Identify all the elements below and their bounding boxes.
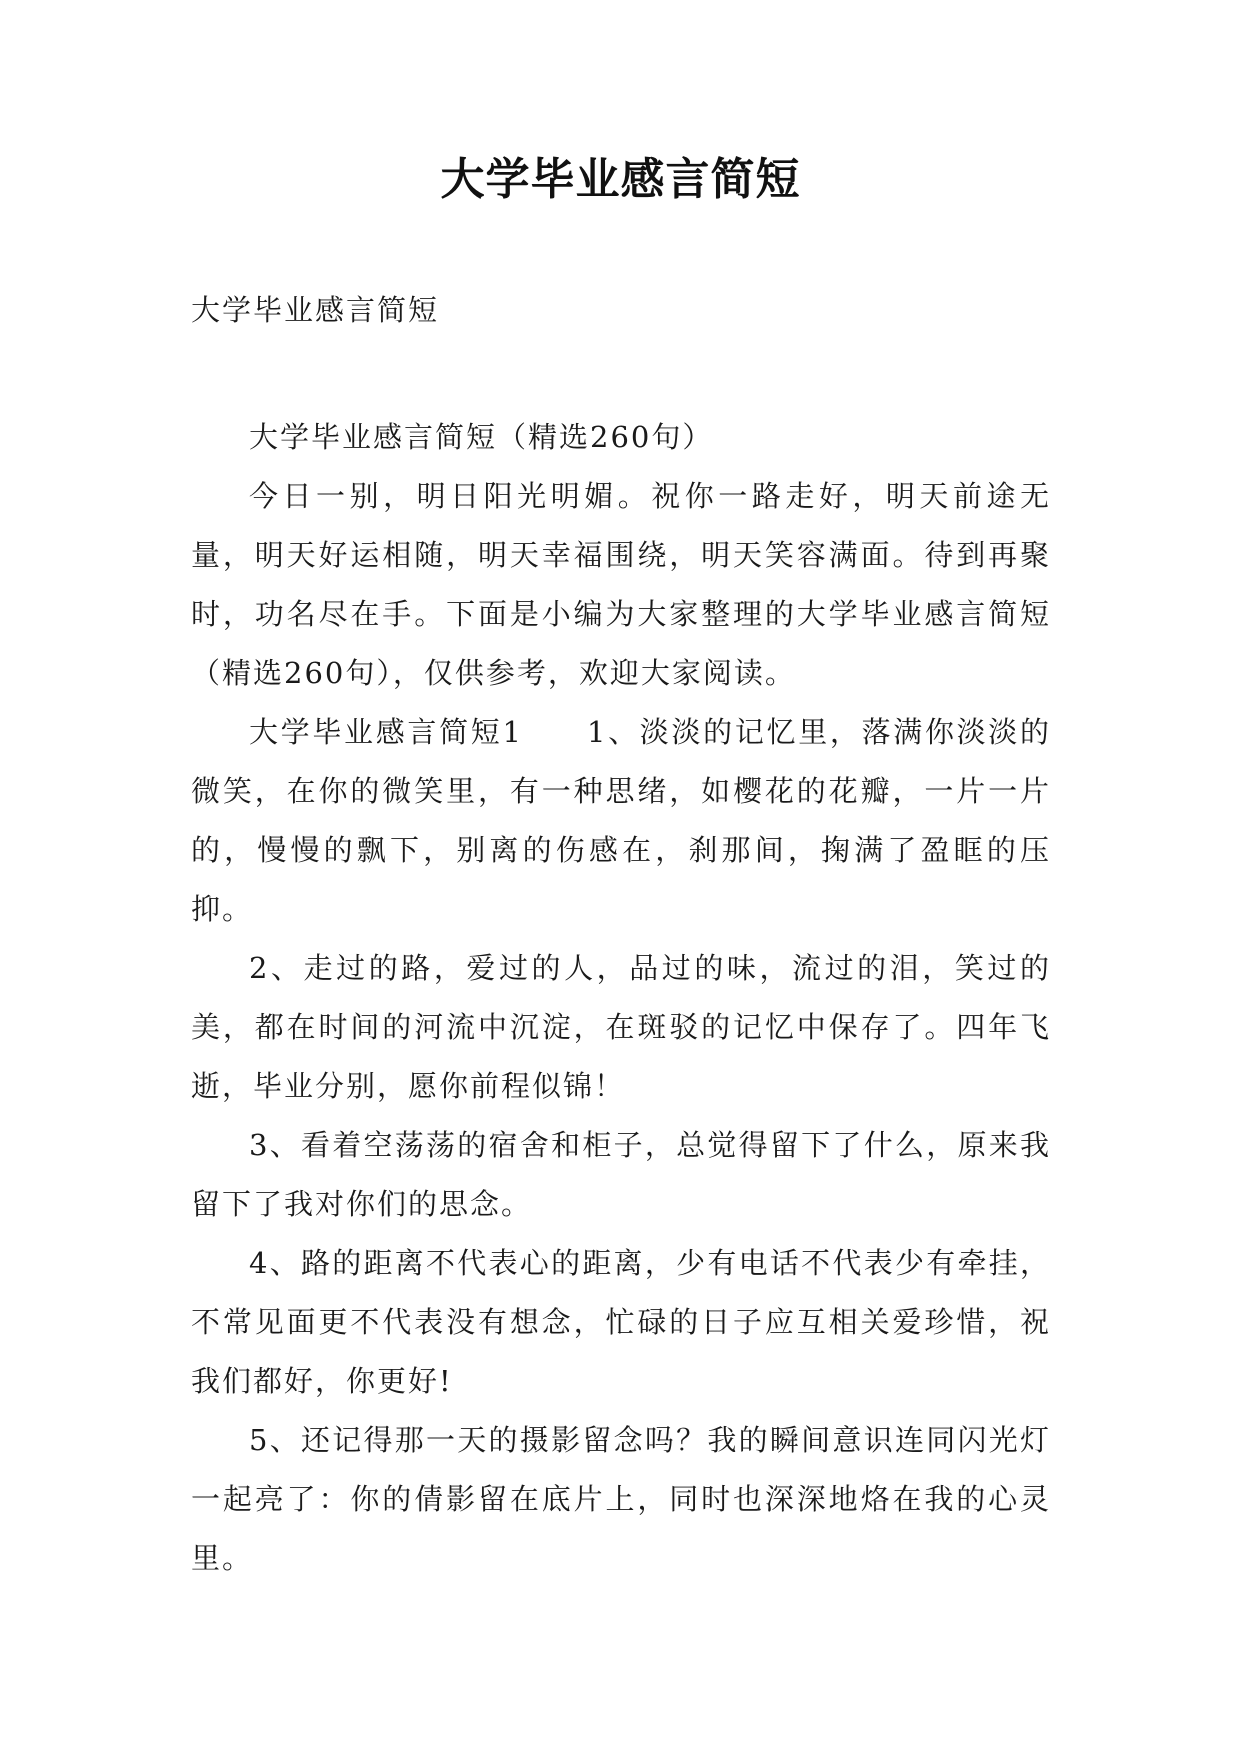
paragraph-item-2: 2、走过的路，爱过的人，品过的味，流过的泪，笑过的美，都在时间的河流中沉淀，在斑驳的记忆中保存了。四年飞逝，毕业分别，愿你前程似锦！: [191, 951, 1051, 1103]
document-title: 大学毕业感言简短: [440, 154, 801, 205]
paragraph-item-3: 3、看着空荡荡的宿舍和柜子，总觉得留下了什么，原来我留下了我对你们的思念。: [191, 1128, 1051, 1221]
paragraph-item-5: 5、还记得那一天的摄影留念吗？我的瞬间意识连同闪光灯一起亮了：你的倩影留在底片上，同时也深深地烙在我的心灵里。: [191, 1423, 1051, 1575]
paragraph-item-4: 4、路的距离不代表心的距离，少有电话不代表少有牵挂，不常见面更不代表没有想念，忙碌的日子应互相关爱珍惜，祝我们都好，你更好!: [191, 1246, 1051, 1398]
paragraph-heading: 大学毕业感言简短（精选260句）: [249, 420, 714, 454]
paragraph-intro: 今日一别，明日阳光明媚。祝你一路走好，明天前途无量，明天好运相随，明天幸福围绕，明天笑容满面。待到再聚时，功名尽在手。下面是小编为大家整理的大学毕业感言简短（精选260句），仅供参考，欢迎大家阅读。: [191, 479, 1051, 690]
document-subtitle: 大学毕业感言简短: [191, 293, 440, 327]
paragraph-item-1: 大学毕业感言简短1 1、淡淡的记忆里，落满你淡淡的微笑，在你的微笑里，有一种思绪，如樱花的花瓣，一片一片的，慢慢的飘下，别离的伤感在，刹那间，掬满了盈眶的压抑。: [191, 715, 1051, 926]
document-body: [191, 408, 1051, 1588]
